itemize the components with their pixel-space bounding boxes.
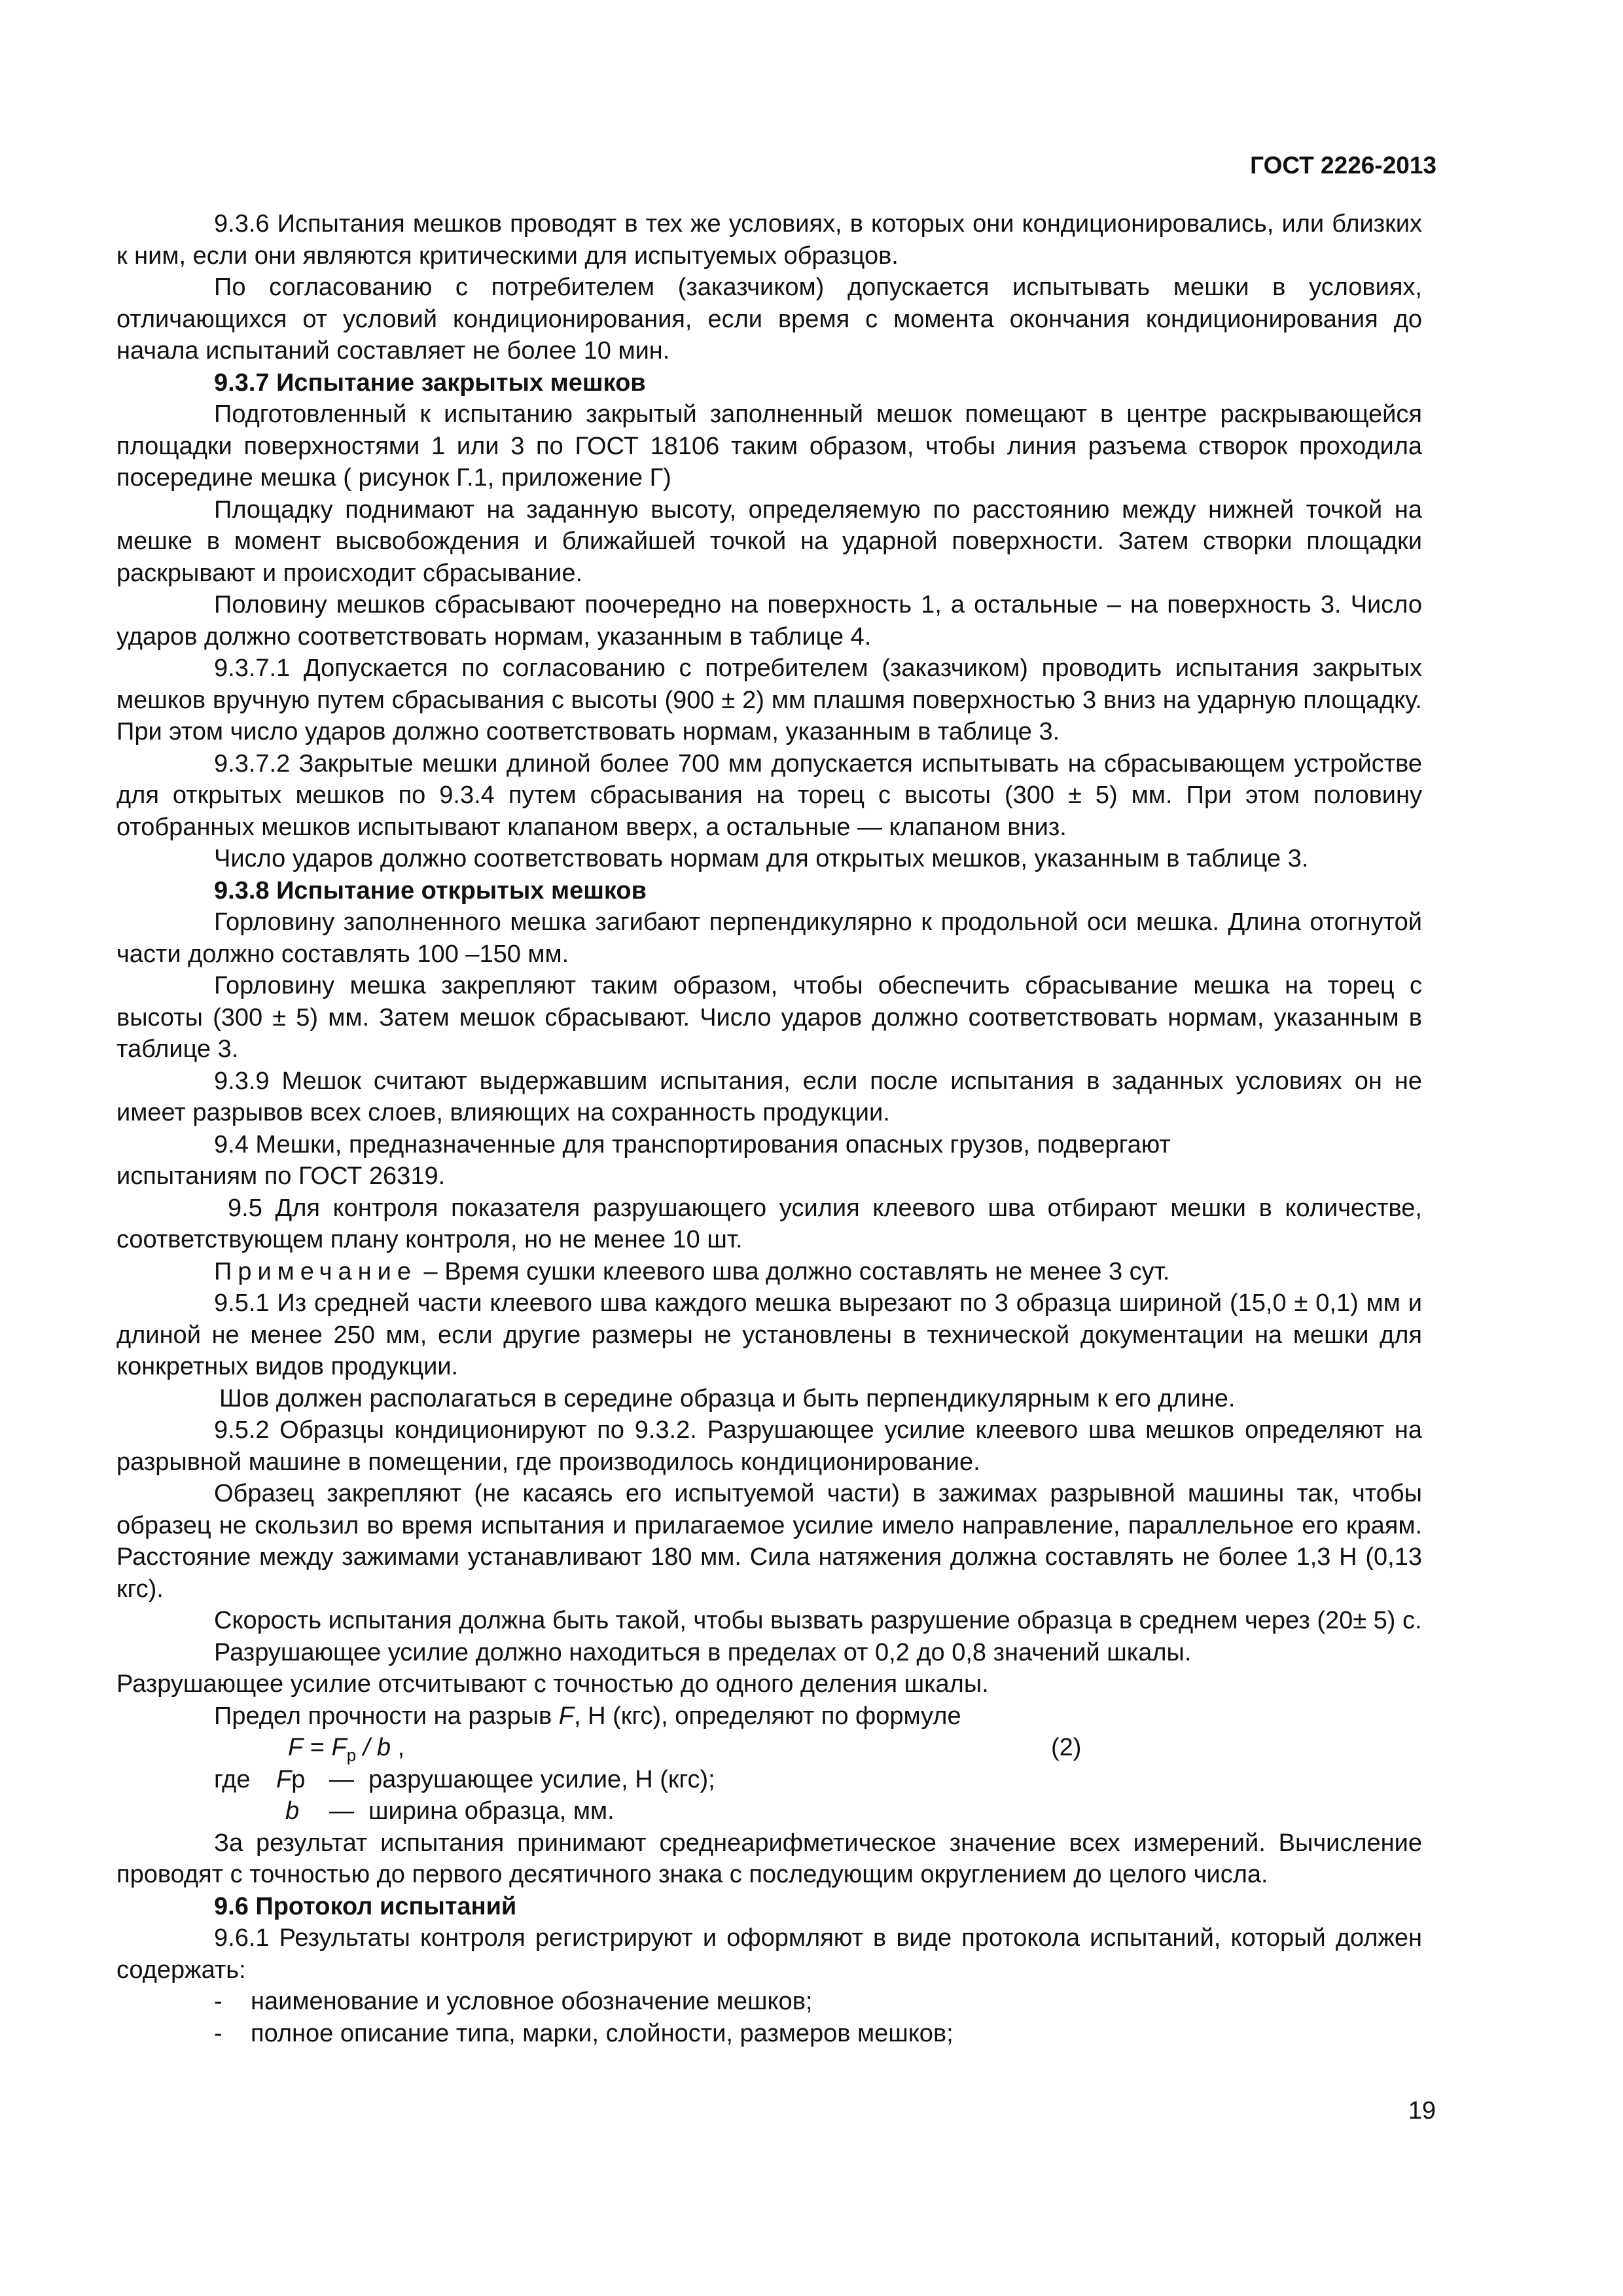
- formula-intro-text: Предел прочности на разрыв: [214, 1702, 559, 1730]
- legend-b-symbol: b: [285, 1797, 300, 1825]
- note-label: Примечание: [214, 1257, 417, 1285]
- paragraph-neck-fold: Горловину заполненного мешка загибают перпендикулярно к продольной оси мешка. Длина отогнутой части должно составлять 100 –150 мм.: [116, 908, 1422, 968]
- formula-2: [116, 1732, 1422, 1764]
- paragraph-formula-intro: [116, 1700, 1422, 1732]
- paragraph-neck-fix: Горловину мешка закрепляют таким образом, чтобы обеспечить сбрасывание мешка на торец с высоты (300 ± 5) мм. Затем мешок сбрасывают. Число ударов должно соответствовать нормам, указанным в таблице 3.: [116, 972, 1422, 1063]
- paragraph-9-4-line2: испытаниям по ГОСТ 26319.: [116, 1162, 446, 1190]
- formula-intro-tail: , Н (кгс), определяют по формуле: [574, 1702, 961, 1730]
- legend-fp-dash: —: [329, 1765, 354, 1793]
- formula-equals: =: [303, 1734, 332, 1761]
- paragraph-impacts-open: Число ударов должно соответствовать нормам для открытых мешков, указанным в таблице 3.: [214, 845, 1309, 872]
- paragraph-9-6-1: 9.6.1 Результаты контроля регистрируют и оформляют в виде протокола испытаний, который должен содержать:: [116, 1924, 1422, 1984]
- formula-lhs: F: [288, 1734, 304, 1761]
- legend-fp-symbol: [276, 1764, 305, 1796]
- legend-fp-r: р: [291, 1765, 306, 1793]
- paragraph-sample-fix: Образец закрепляют (не касаясь его испытуемой части) в зажимах разрывной машины так, чтобы образец не скользил во время испытания и прилагаемое усилие имело направление, параллельное его краям. Расстояние между зажимами устанавливают 180 мм. Сила натяжения должна составлять не более 1,3 Н (0,13 кгс).: [116, 1480, 1422, 1603]
- list-item-text: наименование и условное обозначение мешков;: [251, 1988, 813, 2015]
- paragraph-force-range: Разрушающее усилие должно находиться в пределах от 0,2 до 0,8 значений шкалы.: [214, 1638, 1192, 1666]
- list-bullet: -: [214, 2019, 223, 2047]
- paragraph-result: За результат испытания принимают среднеарифметическое значение всех измерений. Вычисление проводят с точностью до первого десятичного знака с последующим округлением до целого числа.: [116, 1829, 1422, 1888]
- list-item: [116, 1986, 1422, 2018]
- heading-9-6: 9.6 Протокол испытаний: [214, 1892, 517, 1920]
- legend-b: [116, 1795, 1422, 1827]
- paragraph-9-5-1: 9.5.1 Из средней части клеевого шва каждого мешка вырезают по 3 образца шириной (15,0 ± 0,1) мм и длиной не менее 250 мм, если другие размеры не установлены в технической документации на мешки для конкретных видов продукции.: [116, 1289, 1422, 1380]
- formula-comma: ,: [391, 1734, 405, 1761]
- formula-divide: /: [356, 1734, 377, 1761]
- legend-b-description: ширина образца, мм.: [368, 1797, 615, 1825]
- paragraph-test-speed: Скорость испытания должна быть такой, чтобы вызвать разрушение образца в среднем через (20± 5) с.: [214, 1607, 1422, 1634]
- paragraph-half-bags: Половину мешков сбрасывают поочередно на поверхность 1, а остальные – на поверхность 3. Число ударов должно соответствовать нормам, указанным в таблице 4.: [116, 591, 1422, 651]
- formula-fp: F: [331, 1734, 347, 1761]
- legend-where-word: где: [214, 1765, 251, 1793]
- paragraph-9-3-6: 9.3.6 Испытания мешков проводят в тех же условиях, в которых они кондиционировались, или близких к ним, если они являются критическими для испытуемых образцов.: [116, 210, 1422, 270]
- paragraph-9-5-2: 9.5.2 Образцы кондиционируют по 9.3.2. Разрушающее усилие клеевого шва мешков определяют на разрывной машине в помещении, где производилось кондиционирование.: [116, 1416, 1422, 1476]
- paragraph-platform-raise: Площадку поднимают на заданную высоту, определяемую по расстоянию между нижней точкой на мешке в момент высвобождения и ближайшей точкой на ударной поверхности. Затем створки площадки раскрывают и происходит сбрасывание.: [116, 495, 1422, 587]
- note: [116, 1256, 1422, 1288]
- document-code: ГОСТ 2226-2013: [1250, 152, 1436, 179]
- legend-fp-f: F: [276, 1765, 292, 1793]
- paragraph-9-3-7-1: 9.3.7.1 Допускается по согласованию с потребителем (заказчиком) проводить испытания закрытых мешков вручную путем сбрасывания с высоты (900 ± 2) мм плашмя поверхностью 3 вниз на ударную площадку. При этом число ударов должно соответствовать нормам, указанным в таблице 3.: [116, 655, 1422, 745]
- list-item: [116, 2018, 1422, 2050]
- paragraph-force-reading: Разрушающее усилие отсчитывают с точностью до одного деления шкалы.: [116, 1670, 989, 1698]
- formula-b: b: [376, 1734, 391, 1761]
- paragraph-9-4-line1: 9.4 Мешки, предназначенные для транспортирования опасных грузов, подвергают: [214, 1130, 1171, 1158]
- paragraph-seam-position: Шов должен располагаться в середине образца и быть перпендикулярным к его длине.: [219, 1384, 1236, 1412]
- paragraph-9-3-7-2: 9.3.7.2 Закрытые мешки длиной более 700 мм допускается испытывать на сбрасывающем устройстве для открытых мешков по 9.3.4 путем сбрасывания на торец с высоты (300 ± 5) мм. При этом половину отобранных мешков испытывают клапаном вверх, а остальные — клапаном вниз.: [116, 749, 1422, 841]
- formula-subscript: p: [346, 1745, 357, 1765]
- formula-number: (2): [1051, 1734, 1082, 1761]
- list-item-text: полное описание типа, марки, слойности, размеров мешков;: [251, 2019, 954, 2047]
- paragraph-9-5: 9.5 Для контроля показателя разрушающего усилия клеевого шва отбирают мешки в количестве, соответствующем плану контроля, но не менее 10 шт.: [116, 1194, 1422, 1253]
- page-number: 19: [1408, 2097, 1436, 2125]
- paragraph-prepared-bag: Подготовленный к испытанию закрытый заполненный мешок помещают в центре раскрывающейся площадки поверхностями 1 или 3 по ГОСТ 18106 таким образом, чтобы линия разъема створок проходила посередине мешка ( рисунок Г.1, приложение Г): [116, 401, 1422, 492]
- heading-9-3-7: 9.3.7 Испытание закрытых мешков: [214, 368, 646, 397]
- paragraph-9-3-9: 9.3.9 Мешок считают выдержавшим испытания, если после испытания в заданных условиях он не имеет разрывов всех слоев, влияющих на сохранность продукции.: [116, 1067, 1422, 1126]
- legend-fp-description: разрушающее усилие, Н (кгс);: [368, 1765, 715, 1793]
- symbol-f: F: [558, 1702, 574, 1730]
- legend-b-dash: —: [329, 1797, 354, 1825]
- document-body: [116, 208, 1422, 2049]
- note-text: – Время сушки клеевого шва должно составлять не менее 3 сут.: [416, 1257, 1170, 1285]
- list-bullet: -: [214, 1988, 223, 2015]
- paragraph-agreement: По согласованию с потребителем (заказчиком) допускается испытывать мешки в условиях, отличающихся от условий кондиционирования, если время с момента окончания кондиционирования до начала испытаний составляет не более 10 мин.: [116, 274, 1422, 365]
- heading-9-3-8: 9.3.8 Испытание открытых мешков: [214, 876, 647, 905]
- legend-fp: [116, 1764, 1422, 1796]
